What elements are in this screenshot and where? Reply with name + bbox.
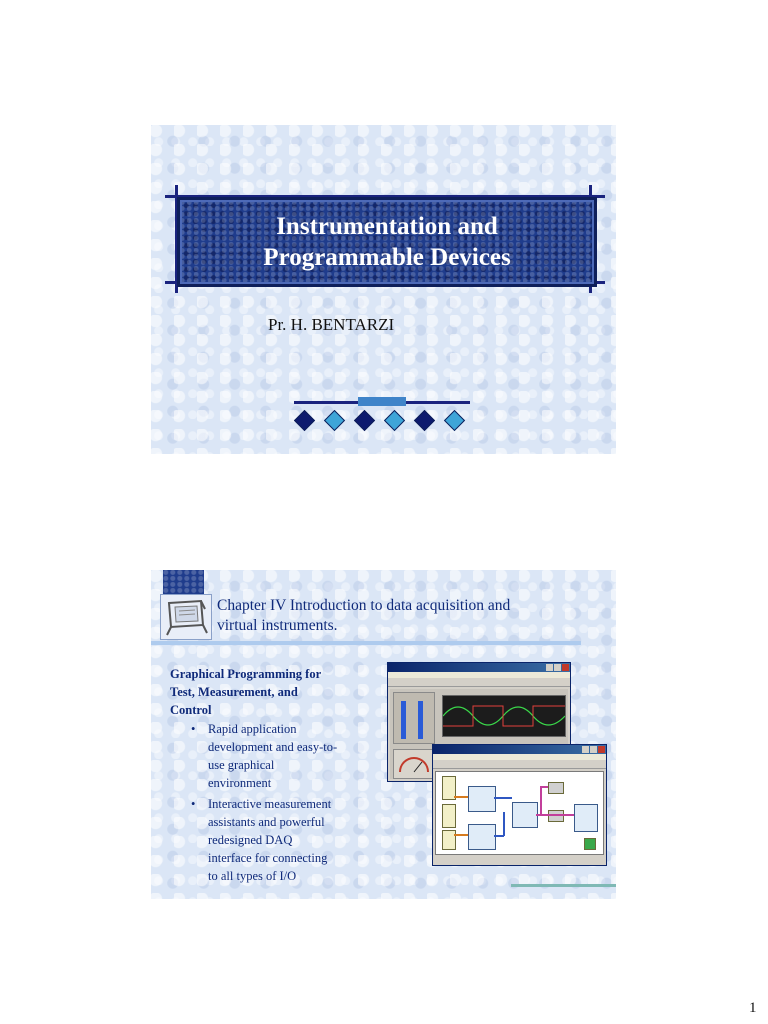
title-underline bbox=[151, 641, 581, 645]
window-title-bar bbox=[433, 745, 606, 754]
simulate-signal-vi bbox=[468, 824, 496, 850]
diamond-ornament bbox=[414, 410, 435, 431]
diamond-ornament bbox=[384, 410, 405, 431]
wire bbox=[503, 812, 505, 836]
time-waveform-graph bbox=[442, 695, 566, 737]
window-toolbar bbox=[388, 678, 570, 687]
slide-title: Instrumentation and Programmable Devices bbox=[263, 213, 511, 271]
diamond-ornament bbox=[354, 410, 375, 431]
wire bbox=[494, 797, 512, 799]
frame-device-icon bbox=[161, 595, 211, 639]
stop-button-terminal bbox=[584, 838, 596, 850]
title-slide bbox=[151, 125, 616, 454]
spectral-measurements-vi bbox=[512, 802, 538, 828]
ornament-bar bbox=[358, 397, 406, 406]
bullet-icon: • bbox=[191, 797, 196, 811]
labview-block-diagram-screenshot bbox=[432, 744, 607, 866]
title-box bbox=[177, 197, 597, 287]
bullet-list bbox=[191, 720, 371, 888]
bullet-text: Rapid application development and easy-to- use graphical environment bbox=[208, 722, 338, 790]
wire bbox=[454, 796, 468, 798]
diamond-ornament bbox=[294, 410, 315, 431]
wire bbox=[540, 786, 542, 814]
simulate-signal-vi bbox=[468, 786, 496, 812]
diagram-node bbox=[442, 804, 456, 828]
author-name: Pr. H. BENTARZI bbox=[268, 315, 395, 334]
filter-vi bbox=[574, 804, 598, 832]
list-item bbox=[191, 795, 371, 885]
wire bbox=[454, 834, 468, 836]
content-slide bbox=[151, 570, 616, 899]
gauge-panel bbox=[393, 749, 435, 779]
wire bbox=[536, 814, 574, 816]
meter-panel bbox=[393, 692, 435, 744]
section-heading: Graphical Programming for Test, Measurement, and Control bbox=[170, 667, 322, 717]
bottom-accent-line bbox=[511, 884, 616, 887]
diamond-ornament bbox=[444, 410, 465, 431]
block-diagram bbox=[435, 771, 604, 855]
bullet-icon: • bbox=[191, 722, 196, 736]
list-item bbox=[191, 720, 371, 792]
graph-terminal bbox=[548, 810, 564, 822]
window-toolbar bbox=[433, 760, 606, 769]
graph-terminal bbox=[548, 782, 564, 794]
diagram-node bbox=[442, 830, 456, 850]
page-number: 1 bbox=[749, 1000, 757, 1016]
bullet-text: Interactive measurement assistants and powerful redesigned DAQ interface for connecting to all types of I/O bbox=[208, 797, 332, 883]
chapter-icon bbox=[160, 594, 212, 640]
diamond-ornament bbox=[324, 410, 345, 431]
window-title-bar bbox=[388, 663, 570, 672]
wire bbox=[540, 786, 548, 788]
chapter-title: Chapter IV Introduction to data acquisition and virtual instruments. bbox=[217, 597, 511, 634]
